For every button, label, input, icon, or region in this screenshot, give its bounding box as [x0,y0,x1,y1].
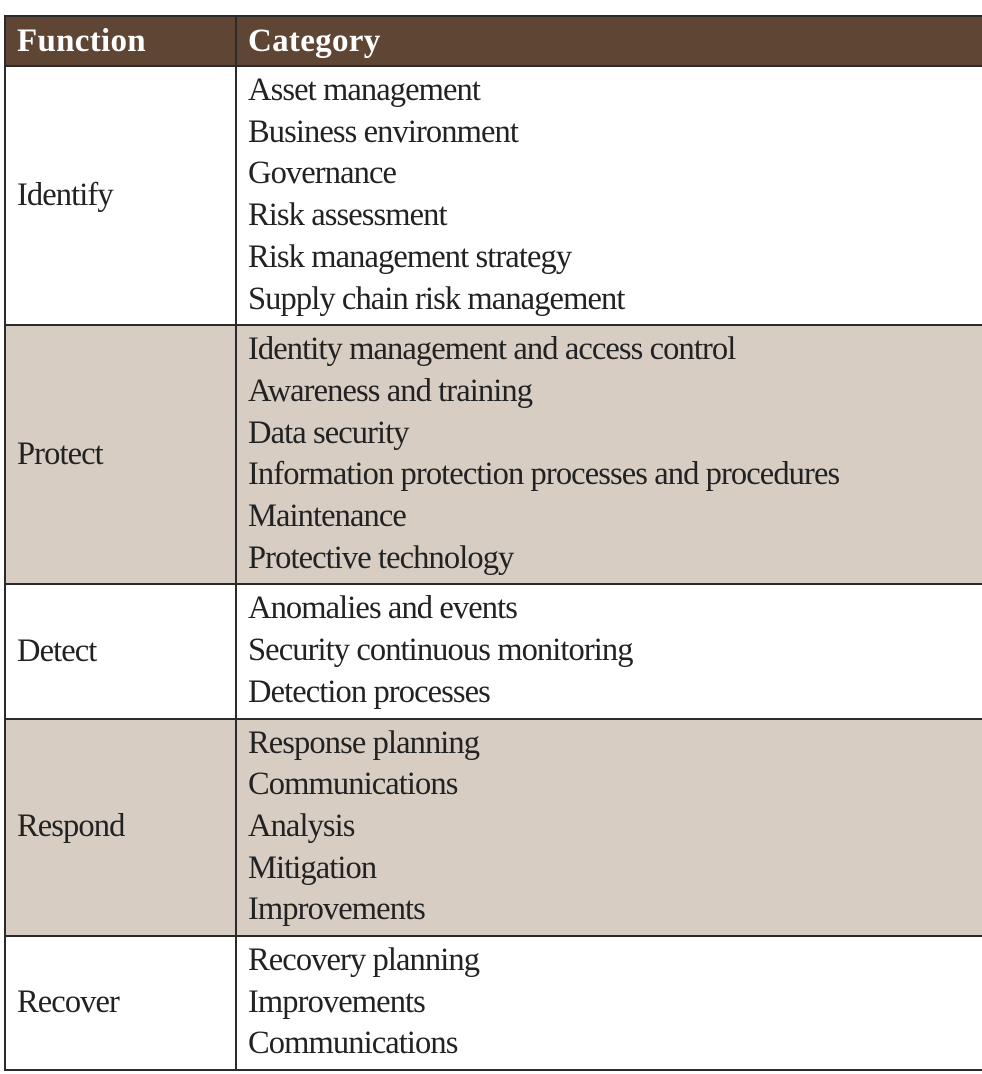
category-item: Detection processes [248,673,490,710]
category-item: Information protection processes and procedures [248,456,840,493]
category-item: Identity management and access control [248,331,736,368]
functions-table [4,15,982,1071]
function-cell: Detect [5,584,236,718]
header-function: Function [5,16,236,66]
category-item: Data security [248,414,409,451]
table-row [5,584,982,718]
category-item: Communications [248,1025,458,1062]
category-item: Awareness and training [248,372,533,409]
table-row [5,719,982,937]
table-row [5,325,982,584]
category-item: Anomalies and events [248,590,518,627]
category-item: Response planning [248,724,480,761]
category-cell [236,936,982,1070]
category-item: Risk management strategy [248,238,572,275]
category-item: Security continuous monitoring [248,632,633,669]
function-cell: Identify [5,66,236,325]
category-item: Supply chain risk management [248,280,625,317]
table-row [5,66,982,325]
header-category: Category [236,16,982,66]
category-item: Recovery planning [248,942,480,979]
function-cell: Recover [5,936,236,1070]
category-cell [236,719,982,937]
header-row [5,16,982,66]
category-item: Improvements [248,983,425,1020]
category-item: Governance [248,155,396,192]
category-item: Improvements [248,891,425,928]
function-cell: Protect [5,325,236,584]
category-cell [236,584,982,718]
category-item: Mitigation [248,849,377,886]
category-item: Business environment [248,113,518,150]
category-item: Asset management [248,72,480,108]
category-cell [236,325,982,584]
category-cell [236,66,982,325]
category-item: Risk assessment [248,197,447,234]
category-item: Communications [248,766,458,803]
category-item: Analysis [248,807,355,844]
category-item: Maintenance [248,498,406,535]
category-item: Protective technology [248,539,514,576]
function-cell: Respond [5,719,236,937]
table-row [5,936,982,1070]
